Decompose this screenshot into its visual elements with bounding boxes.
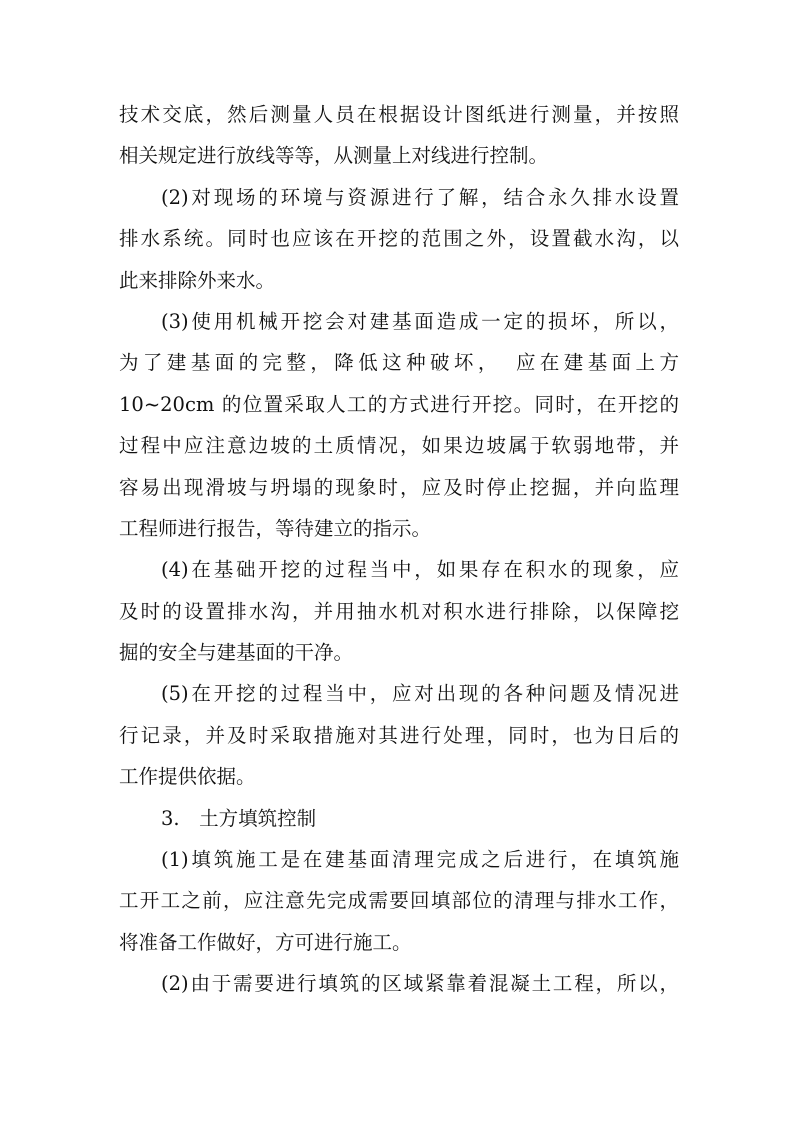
text-line: 将准备工作做好，方可进行施工。	[119, 930, 412, 954]
body-text	[119, 94, 679, 1005]
text-line: 过程中应注意边坡的土质情况，如果边坡属于软弱地带，并	[119, 434, 679, 458]
text-line: 此来排除外来水。	[119, 268, 276, 292]
text-line: 10~20cm 的位置采取人工的方式进行开挖。同时，在开挖的	[119, 392, 679, 416]
text-line: 工开工之前，应注意先完成需要回填部位的清理与排水工作，	[119, 889, 679, 913]
text-line: 掘的安全与建基面的干净。	[119, 641, 354, 665]
text-line: (3)使用机械开挖会对建基面造成一定的损坏，所以，	[161, 309, 679, 333]
text-line: 及时的设置排水沟，并用抽水机对积水进行排除，以保障挖	[119, 599, 679, 623]
text-line: 容易出现滑坡与坍塌的现象时，应及时停止挖掘，并向监理	[119, 475, 679, 499]
text-line: 相关规定进行放线等等，从测量上对线进行控制。	[119, 144, 549, 168]
text-line: (5)在开挖的过程当中，应对出现的各种问题及情况进	[161, 682, 679, 706]
text-line: (2)由于需要进行填筑的区域紧靠着混凝土工程，所以，	[161, 972, 679, 996]
text-line: 工程师进行报告，等待建立的指示。	[119, 516, 432, 540]
text-line: (1)填筑施工是在建基面清理完成之后进行，在填筑施	[161, 848, 679, 872]
text-line: 技术交底，然后测量人员在根据设计图纸进行测量，并按照	[119, 103, 679, 126]
text-line: (4)在基础开挖的过程当中，如果存在积水的现象，应	[161, 558, 679, 582]
text-line: 为了建基面的完整，降低这种破坏， 应在建基面上方	[119, 351, 679, 375]
text-line: 行记录，并及时采取措施对其进行处理，同时，也为日后的	[119, 723, 679, 747]
text-line: 工作提供依据。	[119, 765, 256, 789]
text-line: (2)对现场的环境与资源进行了解，结合永久排水设置	[161, 185, 679, 209]
section-heading: 3. 土方填筑控制	[161, 806, 317, 830]
text-line: 排水系统。同时也应该在开挖的范围之外，设置截水沟，以	[119, 227, 679, 251]
